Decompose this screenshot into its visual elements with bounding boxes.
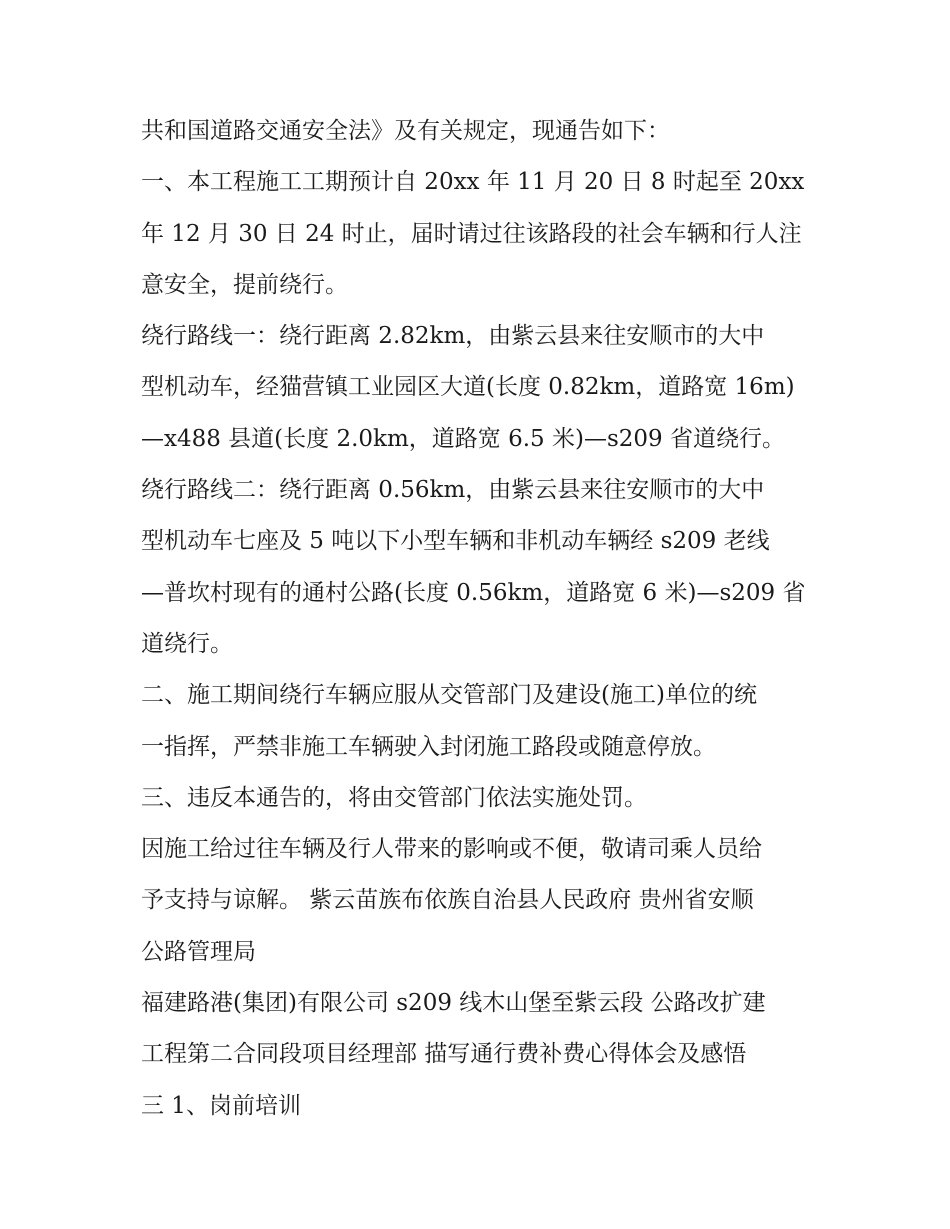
text-line: 一指挥，严禁非施工车辆驶入封闭施工路段或随意停放。 (141, 733, 716, 760)
text-line: —x488 县道(长度 2.0km，道路宽 6.5 米)—s209 省道绕行。 (141, 425, 785, 452)
text-line: 二、施工期间绕行车辆应服从交管部门及建设(施工)单位的统 (141, 682, 757, 709)
text-line: 三 1、岗前培训 (141, 1092, 301, 1119)
text-line: 共和国道路交通安全法》及有关规定，现通告如下： (141, 118, 670, 144)
text-line: 型机动车，经猫营镇工业园区大道(长度 0.82km，道路宽 16m) (141, 374, 795, 401)
text-line: 道绕行。 (141, 630, 233, 657)
text-line: 意安全，提前绕行。 (141, 271, 348, 298)
text-line: 工程第二合同段项目经理部 描写通行费补费心得体会及感悟 (141, 1041, 747, 1068)
text-line: 因施工给过往车辆及行人带来的影响或不便，敬请司乘人员给 (141, 836, 762, 863)
text-line: 予支持与谅解。 紫云苗族布依族自治县人民政府 贵州省安顺 (141, 887, 754, 914)
text-line: 绕行路线一：绕行距离 2.82km，由紫云县来往安顺市的大中 (141, 323, 765, 350)
text-line: 年 12 月 30 日 24 时止，届时请过往该路段的社会车辆和行人注 (141, 220, 802, 247)
document-body (141, 106, 831, 1132)
text-line: 福建路港(集团)有限公司 s209 线木山堡至紫云段 公路改扩建 (141, 990, 766, 1017)
text-line: 型机动车七座及 5 吨以下小型车辆和非机动车辆经 s209 老线 (141, 528, 770, 555)
text-line: 三、违反本通告的，将由交管部门依法实施处罚。 (141, 784, 647, 811)
text-line: 绕行路线二：绕行距离 0.56km，由紫云县来往安顺市的大中 (141, 477, 765, 504)
text-line: —普坎村现有的通村公路(长度 0.56km，道路宽 6 米)—s209 省 (141, 579, 806, 606)
text-line: 一、本工程施工工期预计自 20xx 年 11 月 20 日 8 时起至 20xx (141, 169, 805, 196)
text-line: 公路管理局 (141, 938, 256, 965)
